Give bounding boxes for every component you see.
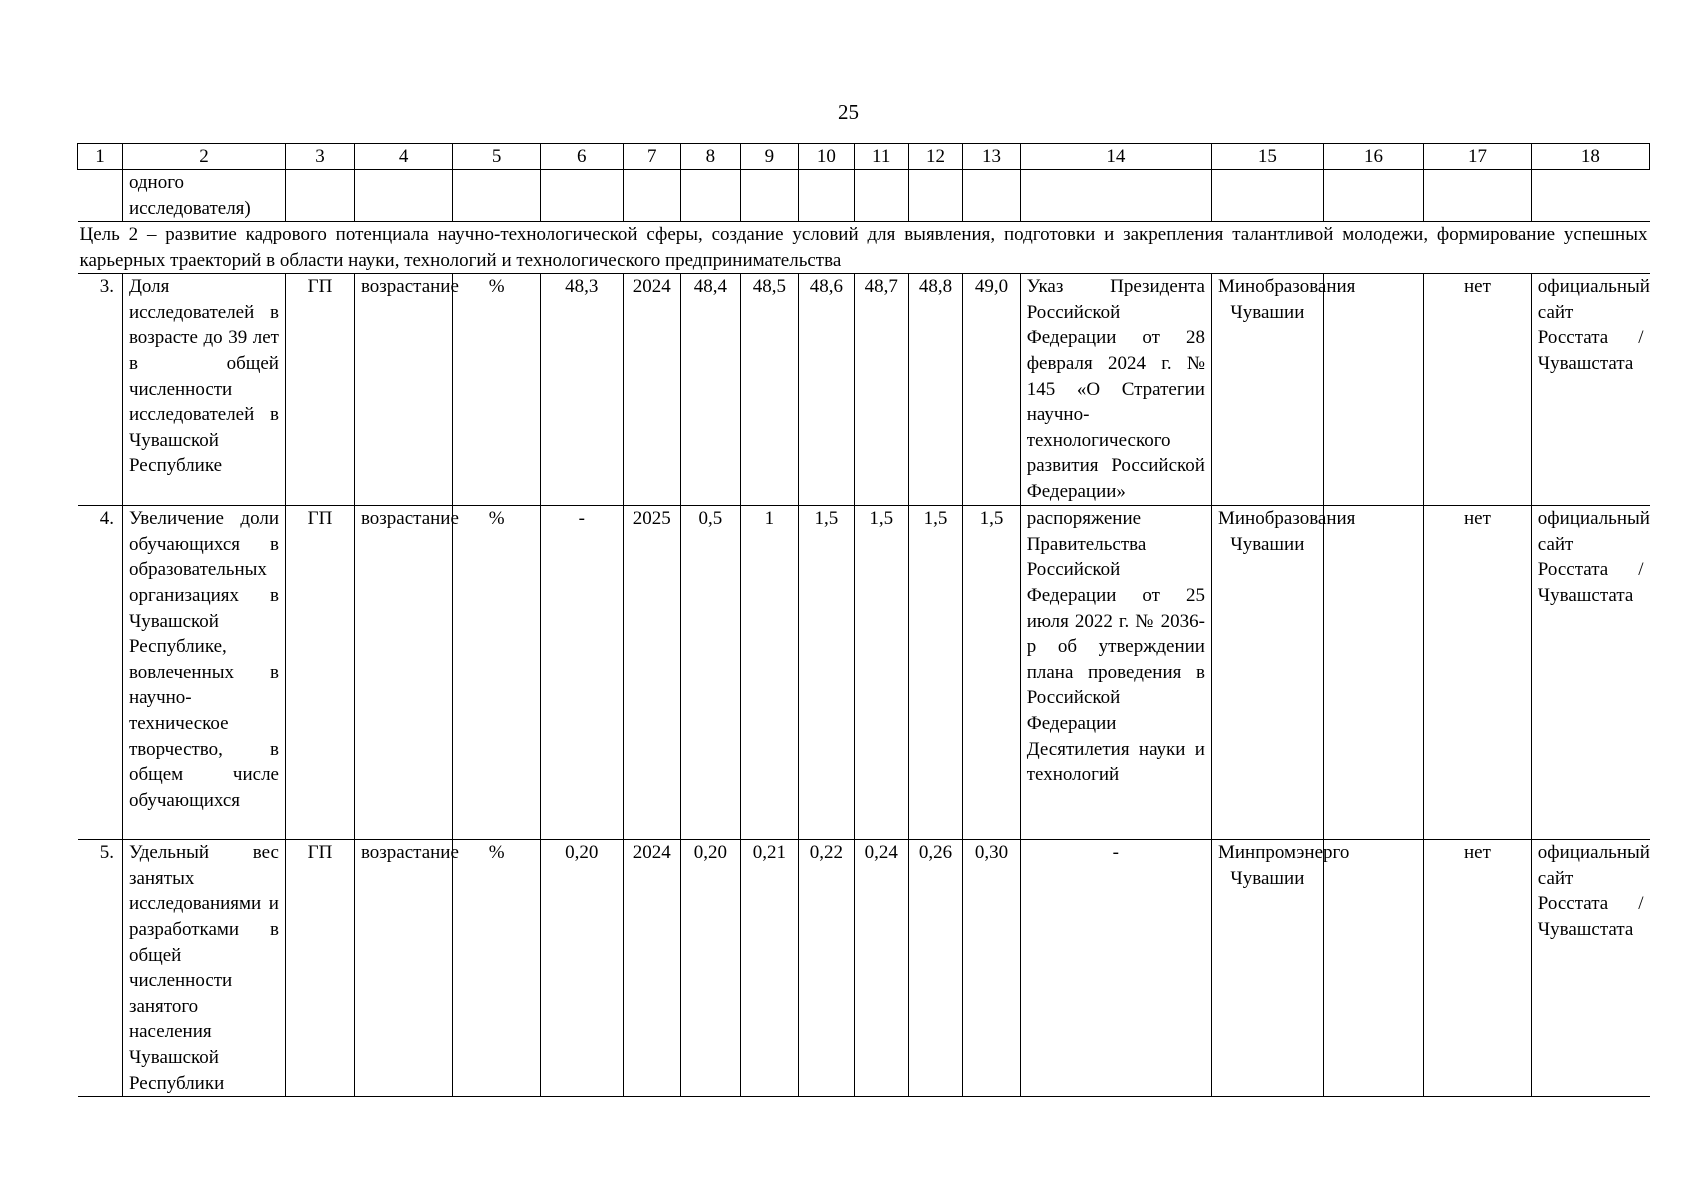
base-year-cell: 2024 [623,274,680,506]
table-row [78,506,1650,840]
unit-cell: % [453,840,541,1097]
value-cell: 49,0 [963,274,1020,506]
header-cell: 10 [799,144,854,170]
header-cell: 8 [681,144,741,170]
header-cell: 11 [854,144,908,170]
header-cell: 18 [1531,144,1649,170]
value-cell: 0,24 [854,840,908,1097]
value-cell: 1,5 [963,506,1020,840]
table-cell [799,170,854,222]
row-number: 3. [78,274,123,506]
table-row [78,274,1650,506]
trend-cell: возрастание [354,506,452,840]
table-cell [1211,170,1323,222]
header-cell: 6 [541,144,624,170]
header-cell: 5 [453,144,541,170]
table-cell [963,170,1020,222]
value-cell: 48,4 [681,274,741,506]
value-cell: 0,5 [681,506,741,840]
value-cell: 48,8 [908,274,962,506]
value-cell: 1,5 [799,506,854,840]
value-cell: 0,20 [681,840,741,1097]
flag-cell: нет [1424,506,1532,840]
table-cell [1323,170,1423,222]
table-cell [78,170,123,222]
goal-row [78,222,1650,274]
indicators-table [77,143,1650,1097]
table-cell [1424,170,1532,222]
source-cell: официальный сайт Росстата / Чувашстата [1531,274,1649,506]
table-row-continuation [78,170,1650,222]
base-year-cell: 2025 [623,506,680,840]
level-cell: ГП [285,840,354,1097]
header-cell: 12 [908,144,962,170]
header-cell: 14 [1020,144,1211,170]
document-cell: распоряжение Правительства Российской Федерации от 25 июля 2022 г. № 2036-р об утверждении плана проведения в Российской Федерации Десятилетия науки и технологий [1020,506,1211,840]
indicator-cell: Доля исследователей в возрасте до 39 лет в общей численности исследователей в Чувашской Республике [122,274,285,506]
base-year-cell: 2024 [623,840,680,1097]
indicator-cell: одного исследователя) [122,170,285,222]
source-cell: официальный сайт Росстата / Чувашстата [1531,840,1649,1097]
trend-cell: возрастание [354,274,452,506]
document-cell: Указ Президента Российской Федерации от 28 февраля 2024 г. № 145 «О Стратегии научно-технологического развития Российской Федерации» [1020,274,1211,506]
table-header-row [78,144,1650,170]
base-value-cell: 0,20 [541,840,624,1097]
level-cell: ГП [285,506,354,840]
table-cell [623,170,680,222]
value-cell: 0,26 [908,840,962,1097]
unit-cell: % [453,274,541,506]
table-cell [541,170,624,222]
header-cell: 7 [623,144,680,170]
indicator-cell: Увеличение доли обучающихся в образовательных организациях в Чувашской Республике, вовлеченных в научно-техническое творчество, в общем числе обучающихся [122,506,285,840]
value-cell: 1 [740,506,799,840]
value-cell: 48,6 [799,274,854,506]
table-cell [740,170,799,222]
document-cell: - [1020,840,1211,1097]
trend-cell: возрастание [354,840,452,1097]
responsible-cell: Минобразования Чувашии [1211,506,1323,840]
table-cell [1531,170,1649,222]
page-number: 25 [838,100,859,124]
base-value-cell: - [541,506,624,840]
table-cell [285,170,354,222]
table-cell [453,170,541,222]
goal-text: Цель 2 – развитие кадрового потенциала научно-технологической сферы, создание условий для выявления, подготовки и закрепления талантливой молодежи, формирование успешных карьерных траекторий в области науки, технологий и технологического предпринимательства [78,222,1650,274]
header-cell: 1 [78,144,123,170]
value-cell: 0,30 [963,840,1020,1097]
header-cell: 9 [740,144,799,170]
flag-cell: нет [1424,840,1532,1097]
table-cell [1020,170,1211,222]
value-cell: 0,21 [740,840,799,1097]
unit-cell: % [453,506,541,840]
responsible-cell: Минпромэнерго Чувашии [1211,840,1323,1097]
row-number: 5. [78,840,123,1097]
header-cell: 17 [1424,144,1532,170]
value-cell: 48,7 [854,274,908,506]
row-number: 4. [78,506,123,840]
header-cell: 16 [1323,144,1423,170]
base-value-cell: 48,3 [541,274,624,506]
header-cell: 15 [1211,144,1323,170]
flag-cell: нет [1424,274,1532,506]
header-cell: 2 [122,144,285,170]
table-cell [1323,840,1423,1097]
value-cell: 48,5 [740,274,799,506]
header-cell: 13 [963,144,1020,170]
responsible-cell: Минобразования Чувашии [1211,274,1323,506]
value-cell: 0,22 [799,840,854,1097]
table-cell [354,170,452,222]
table-cell [1323,274,1423,506]
level-cell: ГП [285,274,354,506]
table-cell [681,170,741,222]
table-cell [854,170,908,222]
header-cell: 4 [354,144,452,170]
value-cell: 1,5 [908,506,962,840]
value-cell: 1,5 [854,506,908,840]
header-cell: 3 [285,144,354,170]
indicator-cell: Удельный вес занятых исследованиями и разработками в общей численности занятого населения Чувашской Республики [122,840,285,1097]
table-cell [1323,506,1423,840]
table-cell [908,170,962,222]
source-cell: официальный сайт Росстата / Чувашстата [1531,506,1649,840]
table-row [78,840,1650,1097]
